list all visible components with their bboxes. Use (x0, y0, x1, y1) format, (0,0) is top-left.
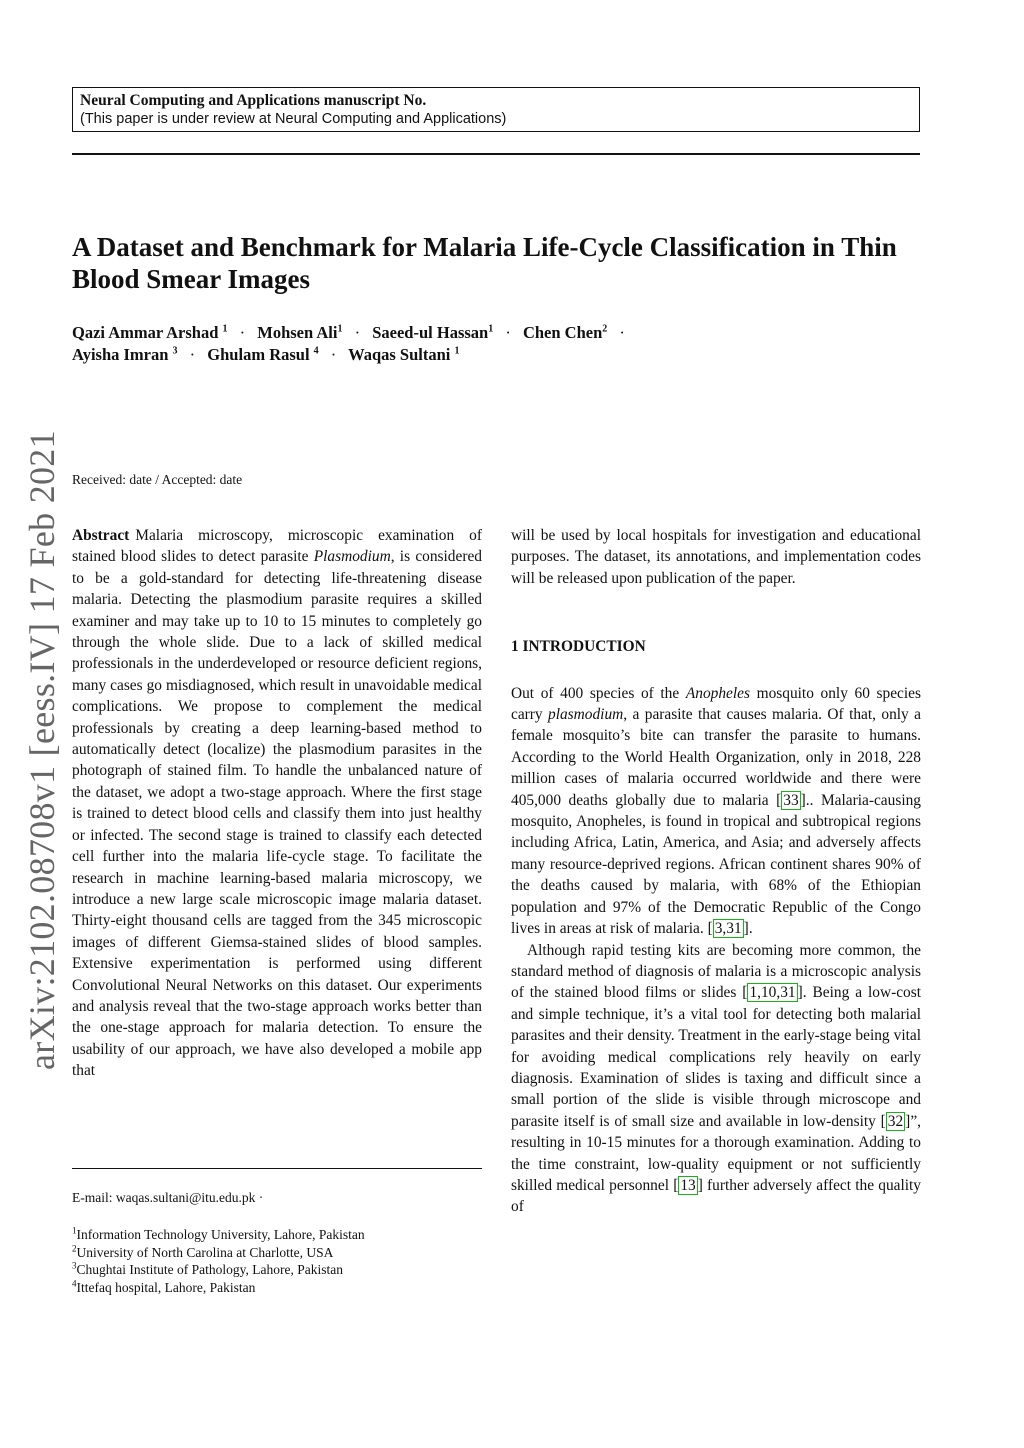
intro-text: .. Malaria-causing mosquito, Anopheles, is found in tropical and subtropical regions including Africa, Latin, America, and Asia; and adversely affects many resource-deprived regions. African continent shares 90% of the deaths caused by malaria, with 68% of the Ethiopian population and 97% of the Democratic Republic of the Congo lives in areas at risk of malaria. (511, 791, 921, 938)
header-rule (72, 153, 920, 155)
affiliation-text: Ittefaq hospital, Lahore, Pakistan (76, 1279, 256, 1295)
journal-line: Neural Computing and Applications manuscript No. (80, 92, 427, 109)
affiliation-text: Chughtai Institute of Pathology, Lahore, Pakistan (76, 1262, 343, 1277)
citation-link[interactable]: 32 (887, 1112, 904, 1130)
intro-text: ”, resulting in 10-15 minutes for a thorough examination. Adding to the time constraint, low-quality equipment or not sufficiently skilled medical personnel (511, 1112, 921, 1194)
author-name: Waqas Sultani (348, 345, 451, 364)
author-affiliation: 4 (313, 345, 319, 357)
affiliation-item (72, 1261, 365, 1279)
right-column (511, 525, 921, 1218)
intro-paragraph-1: Out of 400 species of the Anopheles mosquito only 60 species carry plasmodium, a parasite that causes malaria. Of that, only a female mosquito’s bite can transfer the parasite to humans. According to the World Health Organization, only in 2018, 228 million cases of malaria occurred worldwide and there were 405,000 deaths globally due to malaria [ 33 ].. Malaria-causing mosquito, Anopheles, is found in tropical and subtropical regions including Africa, Latin, America, and Asia; and adversely affects many resource-deprived regions. African continent shares 90% of the deaths caused by malaria, with 68% of the Ethiopian population and 97% of the Democratic Republic of the Congo lives in areas at risk of malaria. [ 3,31 ]. (511, 684, 921, 938)
affiliation-list (72, 1226, 365, 1296)
section-heading: 1 INTRODUCTION (511, 638, 646, 656)
intro-text: . (748, 920, 753, 938)
affiliation-item (72, 1244, 365, 1262)
author-separator: · (354, 323, 361, 342)
affiliation-number: 3 (72, 1260, 77, 1271)
abstract-text: , is considered to be a gold-standard for detecting life-threatening disease malaria. Detecting the plasmodium parasite requires a skilled examiner and may take up to 10 to 15 minutes to completely go through the whole slide. Due to a lack of skilled medical professionals in the underdeveloped or resource deficient regions, many cases go misdiagnosed, which result in unavoidable medical complications. We propose to complement the medical professionals by creating a deep learning-based method to automatically detect (localize) the plasmodium parasites in the photograph of stained film. To handle the unbalanced nature of the dataset, we adopt a two-stage approach. Where the first stage is trained to detect blood cells and classify them into just healthy or infected. The second stage is trained to classify each detected cell further into the malaria life-cycle stage. To facilitate the research in machine learning-based malaria microscopy, we introduce a new large scale microscopic image malaria dataset. Thirty-eight thousand cells are tagged from the 345 microscopic images of different Giemsa-stained slides of blood samples. Extensive experimentation is performed using different Convolutional Neural Networks on this dataset. Our experiments and analysis reveal that the two-stage approach works better than the one-stage approach for malaria detection. To ensure the usability of our approach, we have also developed a mobile app that (72, 548, 482, 1080)
journal-header-box (72, 87, 920, 132)
author-affiliation: 1 (222, 323, 228, 335)
author-separator: · (189, 345, 196, 364)
paper-title: A Dataset and Benchmark for Malaria Life-Cycle Classification in Thin Blood Smear Images (72, 232, 897, 294)
author-name: Mohsen Ali (257, 323, 338, 342)
author-separator: · (330, 345, 337, 364)
received-date: Received: date / Accepted: date (72, 472, 243, 487)
footnote-rule (72, 1168, 482, 1169)
affiliation-number: 1 (72, 1225, 77, 1236)
author-name: Saeed-ul Hassan (372, 323, 489, 342)
arxiv-stamp[interactable]: arXiv:2102.08708v1 [eess.IV] 17 Feb 2021 (22, 430, 62, 1070)
intro-text: Although rapid testing kits are becoming more common, the standard method of diagnosis of malaria is a microscopic analysis of the stained blood films or slides (511, 941, 921, 1002)
abstract-paragraph (72, 525, 482, 1082)
affiliation-text: University of North Carolina at Charlotte, USA (76, 1244, 334, 1260)
intro-text: , a parasite that causes malaria. Of that, only a female mosquito’s bite can transfer the parasite to humans. According to the World Health Organization, only in 2018, 228 million cases of malaria occurred worldwide and there were 405,000 deaths globally due to malaria (511, 706, 921, 809)
intro-text: further adversely affect the quality of (511, 1176, 921, 1216)
intro-text: mosquito only 60 species carry (511, 684, 921, 724)
citation-link[interactable]: 13 (680, 1176, 696, 1194)
affiliation-number: 4 (72, 1278, 77, 1288)
author-name: Ayisha Imran (72, 345, 169, 364)
author-name: Ghulam Rasul (207, 345, 310, 364)
author-list (72, 322, 672, 366)
author-affiliation: 2 (602, 323, 608, 335)
intro-text: . Being a low-cost and simple technique, it’s a vital tool for detecting both malarial parasites and their density. Treatment in the early-stage being vital for avoiding medical complications rely heavily on early diagnosis. Examination of slides is taxing and difficult since a small portion of the slide is visible through microscope and parasite itself is of small size and available in low-density (511, 984, 921, 1130)
left-column (72, 525, 482, 1082)
author-separator: · (619, 323, 625, 342)
intro-emphasis: plasmodium (548, 706, 624, 724)
contact-email[interactable]: E-mail: waqas.sultani@itu.edu.pk · (72, 1190, 264, 1205)
citation-link[interactable]: 33 (783, 791, 799, 809)
review-line: (This paper is under review at Neural Computing and Applications) (80, 111, 507, 127)
author-affiliation: 1 (337, 323, 343, 335)
abstract-emphasis: Plasmodium (313, 548, 391, 566)
abstract-text: Malaria microscopy, microscopic examination of stained blood slides to detect parasite (72, 527, 482, 566)
author-affiliation: 1 (454, 345, 460, 357)
affiliation-number: 2 (72, 1243, 77, 1253)
citation-link[interactable]: 1,10,31 (749, 984, 796, 1002)
affiliation-item (72, 1226, 365, 1244)
intro-emphasis: Anopheles (685, 684, 750, 702)
intro-paragraph-2: Although rapid testing kits are becoming more common, the standard method of diagnosis of malaria is a microscopic analysis of the stained blood films or slides [ 1,10,31 ]. Being a low-cost and simple technique, it’s a vital tool for detecting both malarial parasites and their density. Treatment in the early-stage being vital for avoiding medical complications rely heavily on early diagnosis. Examination of slides is taxing and difficult since a small portion of the slide is visible through microscope and parasite itself is of small size and available in low-density [ 32 ]”, resulting in 10-15 minutes for a thorough examination. Adding to the time constraint, low-quality equipment or not sufficiently skilled medical personnel [ 13 ] further adversely affect the quality of (511, 941, 921, 1216)
affiliation-item (72, 1279, 365, 1297)
abstract-continuation: will be used by local hospitals for investigation and educational purposes. The dataset, its annotations, and implementation codes will be released upon publication of the paper. (511, 527, 921, 587)
author-affiliation: 1 (488, 323, 494, 335)
citation-link[interactable]: 3,31 (714, 920, 742, 938)
author-separator: · (505, 323, 511, 342)
author-affiliation: 3 (172, 345, 178, 357)
intro-text: Out of 400 species of the (511, 684, 686, 702)
abstract-label: Abstract (72, 527, 130, 544)
author-name: Qazi Ammar Arshad (72, 323, 219, 342)
author-separator: · (239, 323, 246, 342)
author-name: Chen Chen (522, 323, 603, 342)
affiliation-text: Information Technology University, Lahore, Pakistan (76, 1227, 365, 1242)
